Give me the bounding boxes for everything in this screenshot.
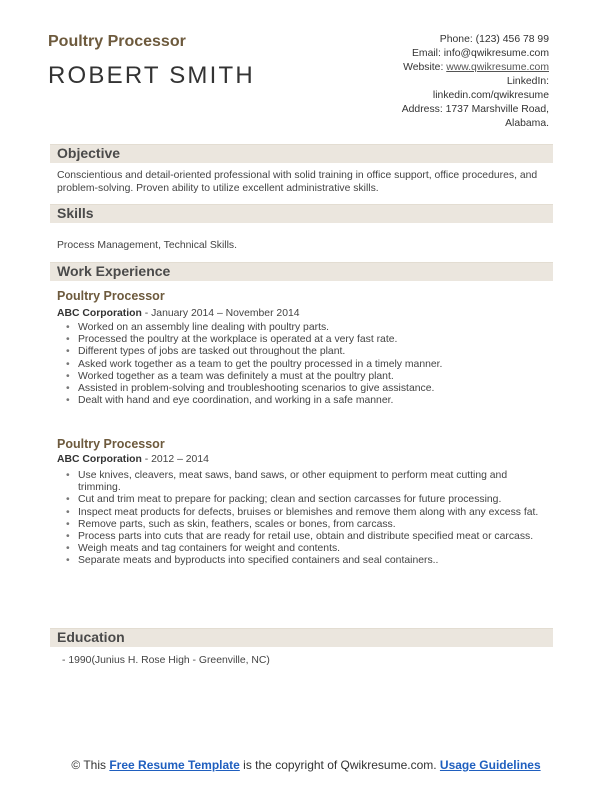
usage-guidelines-link[interactable]: Usage Guidelines (439, 758, 541, 772)
list-item: • Weigh meats and tag containers for weight and contents. (66, 543, 552, 555)
job-title: Poultry Processor (48, 33, 186, 50)
job-2-bullets (66, 470, 552, 568)
list-item: • Asked work together as a team to get the poultry processed in a timely manner. (66, 359, 552, 371)
objective-section-bar (50, 144, 553, 163)
list-item: • Worked on an assembly line dealing with poultry parts. (66, 322, 552, 334)
list-item: • Remove parts, such as skin, feathers, scales or bones, from carcass. (66, 519, 552, 531)
education-text: - 1990(Junius H. Rose High - Greenville, NC) (62, 655, 270, 666)
experience-heading: Work Experience (57, 263, 171, 279)
list-item: • Processed the poultry at the workplace is operated at a very fast rate. (66, 334, 552, 346)
contact-address-line2: Alabama. (505, 118, 549, 129)
contact-email: Email: info@qwikresume.com (411, 48, 549, 59)
website-link[interactable]: www.qwikresume.com (446, 62, 549, 73)
skills-section-bar (50, 204, 553, 223)
objective-heading: Objective (57, 145, 121, 161)
list-item: • Process parts into cuts that are ready for retail use, obtain and distribute specified meat or carcass. (66, 531, 552, 543)
copyright-footer (60, 758, 552, 772)
skills-heading: Skills (57, 205, 94, 221)
footer-middle: is the copyright of Qwikresume.com. (239, 758, 440, 772)
list-item: • Separate meats and byproducts into specified containers and seal containers.. (66, 555, 552, 567)
list-item: • Inspect meat products for defects, bruises or blemishes and remove them along with any excess fat. (66, 507, 552, 519)
list-item: • Different types of jobs are tasked out throughout the plant. (66, 346, 552, 358)
website-label: Website: (403, 62, 447, 73)
contact-website (319, 61, 549, 75)
free-resume-template-link[interactable]: Free Resume Template (109, 758, 240, 772)
education-section-bar (50, 628, 553, 647)
job-1-title: Poultry Processor (57, 289, 165, 303)
list-item: • Worked together as a team was definitely a must at the poultry plant. (66, 371, 552, 383)
job-1-bullets (66, 322, 552, 407)
job-2-title: Poultry Processor (57, 437, 165, 451)
job-1-meta (57, 308, 300, 319)
list-item: • Assisted in problem-solving and troubleshooting scenarios to give assistance. (66, 383, 552, 395)
education-heading: Education (57, 629, 125, 645)
skills-text: Process Management, Technical Skills. (57, 240, 237, 251)
footer-prefix: © This (71, 758, 110, 772)
list-item: • Dealt with hand and eye coordination, and working in a safe manner. (66, 395, 552, 407)
objective-text: Conscientious and detail-oriented professional with solid training in office support, office procedures, and problem-solving. Proven ability to utilize excellent administrative skills. (57, 170, 538, 194)
job-2-company: ABC Corporation (57, 454, 142, 465)
candidate-name: ROBERT SMITH (48, 62, 255, 89)
contact-linkedin-value: linkedin.com/qwikresume (432, 90, 549, 101)
contact-block (319, 33, 549, 131)
contact-address-line1: Address: 1737 Marshville Road, (401, 104, 549, 115)
list-item: • Use knives, cleavers, meat saws, band saws, or other equipment to perform meat cutting and trimming. (66, 470, 552, 494)
job-1-dates: - January 2014 – November 2014 (141, 308, 300, 319)
contact-linkedin-label: LinkedIn: (506, 76, 549, 87)
job-1-company: ABC Corporation (57, 308, 142, 319)
job-2-meta (57, 454, 209, 465)
job-2-dates: - 2012 – 2014 (141, 454, 209, 465)
list-item: • Cut and trim meat to prepare for packing; clean and section carcasses for future processing. (66, 494, 552, 506)
contact-phone: Phone: (123) 456 78 99 (439, 34, 549, 45)
